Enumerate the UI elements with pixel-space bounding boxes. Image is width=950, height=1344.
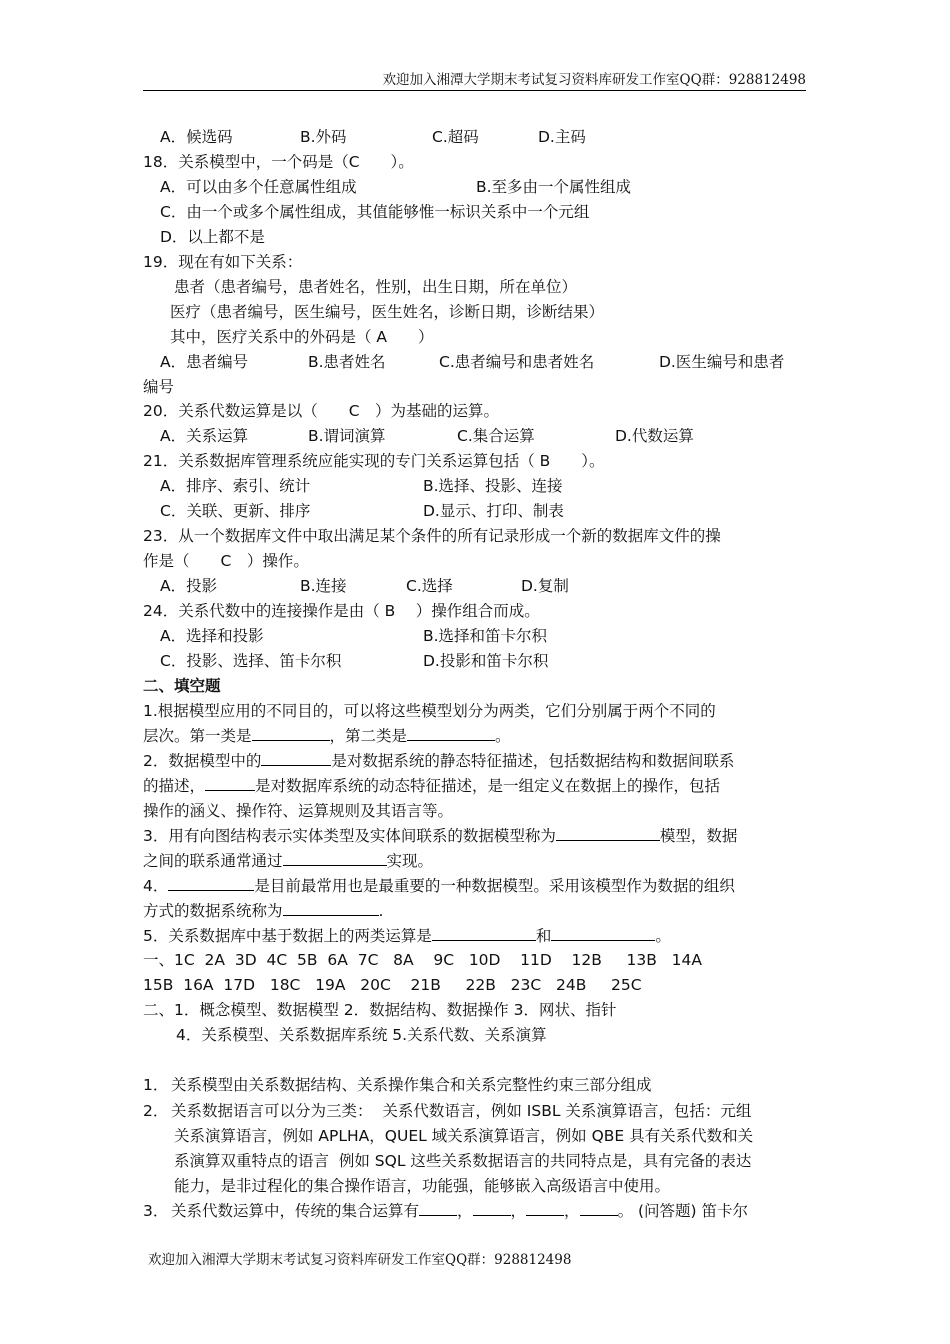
q20-options: [160, 426, 694, 446]
q19-relation-patient: 患者（患者编号，患者姓名，性别，出生日期，所在单位）: [174, 278, 578, 296]
note-2-line1: [143, 1101, 751, 1121]
fill4-blank-1: [168, 876, 254, 891]
q23-option-b: B.连接: [300, 577, 347, 595]
fill4-line1: [143, 876, 735, 896]
q24-option-d: D.投影和笛卡尔积: [423, 652, 549, 670]
note-3-blank-1: [419, 1201, 457, 1216]
fill3-text-b: 模型，数据: [659, 827, 738, 845]
q21-option-a: A．排序、索引、统计: [160, 477, 311, 495]
fill1-text-a: 层次。第一类是: [143, 727, 252, 745]
fill2-line2: [143, 776, 720, 796]
note-2-text-line1: 关系数据语言可以分为三类： 关系代数语言，例如 ISBL 关系演算语言，包括：元组: [171, 1102, 752, 1120]
fill4-text-b: 是目前最常用也是最重要的一种数据模型。采用该模型作为数据的组织: [254, 877, 735, 895]
fill5-text-b: 和: [535, 927, 552, 945]
q19-question: 其中，医疗关系中的外码是（ A ）: [170, 328, 434, 346]
fill5-text-a: 5．关系数据库中基于数据上的两类运算是: [143, 927, 432, 945]
q23-stem-line1: 23．从一个数据库文件中取出满足某个条件的所有记录形成一个新的数据库文件的操: [143, 527, 721, 545]
fill3-line2: [143, 851, 433, 871]
q19-options: [160, 352, 784, 372]
q17-option-c: C.超码: [432, 128, 479, 146]
q17-option-a: A．候选码: [160, 128, 233, 146]
note-3-sep-1: ，: [457, 1202, 473, 1220]
q21-stem: 21．关系数据库管理系统应能实现的专门关系运算包括（ B ）。: [143, 452, 605, 470]
answers-line2: 15B 16A 17D 18C 19A 20C 21B 22B 23C 24B 25C: [143, 976, 642, 994]
fill3-text-a: 3．用有向图结构表示实体类型及实体间联系的数据模型称为: [143, 827, 556, 845]
q17-options: [160, 127, 586, 147]
q17-option-b: B.外码: [300, 128, 347, 146]
fill5-blank-1: [432, 926, 536, 941]
note-3-sep-3: ，: [564, 1202, 580, 1220]
fill2-line1: [143, 751, 734, 771]
fill2-line3: 操作的涵义、操作符、运算规则及其语言等。: [143, 802, 454, 820]
note-1-number: 1．: [143, 1076, 169, 1094]
fill5-text-c: 。: [655, 927, 671, 945]
fill1-text-b: ，第二类是: [329, 727, 408, 745]
fill2-blank-2: [205, 776, 255, 791]
q19-relation-medical: 医疗（患者编号，医生编号，医生姓名，诊断日期，诊断结果）: [170, 303, 605, 321]
section-fill-in-title: 二、填空题: [143, 677, 221, 695]
q20-option-c: C.集合运算: [457, 427, 535, 445]
q23-option-a: A．投影: [160, 577, 218, 595]
q21-options-ab: [160, 476, 563, 496]
note-3: [143, 1201, 748, 1221]
q19-stem: 19．现在有如下关系：: [143, 253, 303, 271]
q21-option-d: D.显示、打印、制表: [423, 502, 564, 520]
note-3-end: 。 (问答题) 笛卡尔: [617, 1202, 749, 1220]
q21-option-c: C．关联、更新、排序: [160, 502, 311, 520]
fill3-text-c: 之间的联系通常通过: [143, 852, 283, 870]
q21-options-cd: [160, 501, 564, 521]
fill4-line2: [143, 901, 383, 921]
note-3-blank-3: [526, 1201, 564, 1216]
fill2-blank-1: [261, 751, 331, 766]
fill3-blank-2: [283, 851, 387, 866]
q20-option-d: D.代数运算: [615, 427, 694, 445]
fill5-blank-2: [551, 926, 655, 941]
q19-option-c: C.患者编号和患者姓名: [439, 353, 595, 371]
q18-option-d: D．以上都不是: [160, 228, 265, 246]
q18-option-c: C．由一个或多个属性组成，其值能够惟一标识关系中一个元组: [160, 203, 590, 221]
fill4-blank-2: [283, 901, 379, 916]
note-2-number: 2．: [143, 1102, 169, 1120]
fill2-text-b: 是对数据系统的静态特征描述，包括数据结构和数据间联系: [331, 752, 735, 770]
q18-options-ab: [160, 177, 631, 197]
note-1-text: 关系模型由关系数据结构、关系操作集合和关系完整性约束三部分组成: [171, 1076, 652, 1094]
q24-options-cd: [160, 651, 548, 671]
q20-stem: 20．关系代数运算是以（ C ）为基础的运算。: [143, 402, 500, 420]
q23-stem-line2: 作是（ C ）操作。: [143, 552, 309, 570]
fill2-text-a: 2．数据模型中的: [143, 752, 262, 770]
q24-stem: 24．关系代数中的连接操作是由（ B ）操作组合而成。: [143, 602, 540, 620]
note-3-text: 关系代数运算中，传统的集合运算有: [171, 1202, 420, 1220]
q23-options: [160, 576, 569, 596]
note-3-number: 3．: [143, 1202, 169, 1220]
q24-option-c: C．投影、选择、笛卡尔积: [160, 652, 342, 670]
q24-option-a: A．选择和投影: [160, 627, 264, 645]
fill1-line1: 1.根据模型应用的不同目的，可以将这些模型划分为两类，它们分别属于两个不同的: [143, 702, 716, 720]
fill1-blank-2: [407, 726, 495, 741]
q19-option-b: B.患者姓名: [308, 353, 386, 371]
q18-option-a: A．可以由多个任意属性组成: [160, 178, 357, 196]
note-3-blank-2: [473, 1201, 511, 1216]
note-2-line2: 关系演算语言，例如 APLHA，QUEL 域关系演算语言，例如 QBE 具有关系代数和关: [174, 1127, 754, 1145]
fill1-text-c: 。: [495, 727, 511, 745]
fill3-blank-1: [556, 826, 660, 841]
page-footer: 欢迎加入湘潭大学期末考试复习资料库研发工作室QQ群：928812498: [148, 1252, 572, 1268]
fill3-text-d: 实现。: [386, 852, 434, 870]
note-2-line4: 能力，是非过程化的集合操作语言，功能强，能够嵌入高级语言中使用。: [174, 1177, 671, 1195]
answers-line4: 4．关系模型、关系数据库系统 5.关系代数、关系演算: [176, 1026, 547, 1044]
fill1-blank-1: [252, 726, 330, 741]
q19-option-d: D.医生编号和患者: [659, 353, 785, 371]
fill4-text-c: 方式的数据系统称为: [143, 902, 283, 920]
note-3-sep-2: ，: [510, 1202, 527, 1220]
q23-option-c: C.选择: [406, 577, 453, 595]
fill2-text-d: 是对数据库系统的动态特征描述，是一组定义在数据上的操作，包括: [255, 777, 721, 795]
fill2-text-c: 的描述，: [143, 777, 206, 795]
q18-stem: 18．关系模型中，一个码是（C ）。: [143, 153, 414, 171]
q20-option-b: B.谓词演算: [308, 427, 386, 445]
q23-option-d: D.复制: [521, 577, 569, 595]
q21-option-b: B.选择、投影、连接: [423, 477, 563, 495]
answers-line3: 二、1．概念模型、数据模型 2．数据结构、数据操作 3．网状、指针: [143, 1001, 617, 1019]
fill4-text-d: .: [378, 902, 384, 920]
q24-option-b: B.选择和笛卡尔积: [423, 627, 548, 645]
fill5-line: [143, 926, 671, 946]
q18-option-b: B.至多由一个属性组成: [476, 178, 632, 196]
q17-option-d: D.主码: [538, 128, 586, 146]
q24-options-ab: [160, 626, 547, 646]
note-3-blank-4: [580, 1201, 618, 1216]
fill1-line2: [143, 726, 511, 746]
q20-option-a: A．关系运算: [160, 427, 249, 445]
q19-option-d-wrap: 编号: [143, 378, 175, 396]
header-text: 欢迎加入湘潭大学期末考试复习资料库研发工作室QQ群：928812498: [382, 72, 806, 88]
fill3-line1: [143, 826, 737, 846]
fill4-text-a: 4．: [143, 877, 169, 895]
note-1: [143, 1075, 652, 1095]
note-2-line3: 系演算双重特点的语言 例如 SQL 这些关系数据语言的共同特点是，具有完备的表达: [174, 1152, 752, 1170]
answers-line1: 一、1C 2A 3D 4C 5B 6A 7C 8A 9C 10D 11D 12B 13B 14A: [143, 951, 703, 969]
q19-option-a: A．患者编号: [160, 353, 249, 371]
